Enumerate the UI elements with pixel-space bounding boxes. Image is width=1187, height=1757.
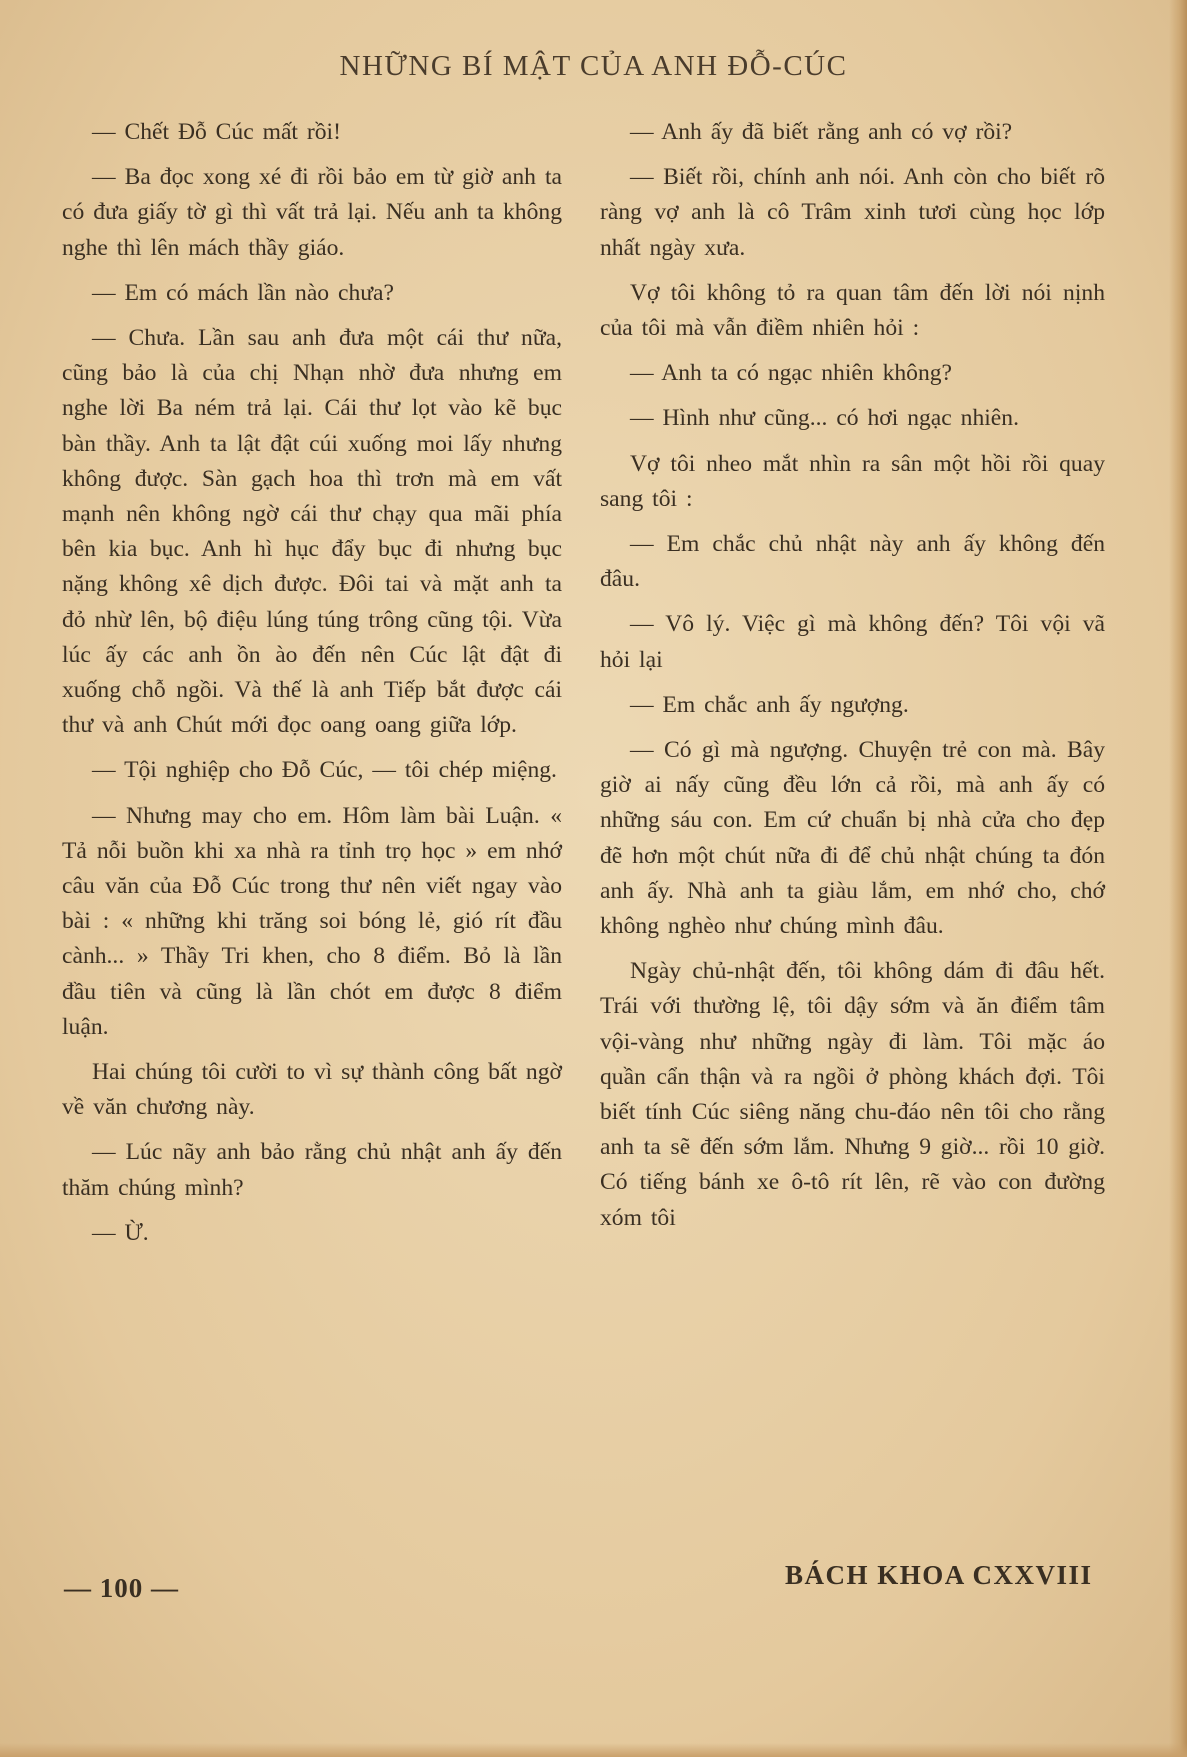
running-title: NHỮNG BÍ MẬT CỦA ANH ĐỖ-CÚC <box>339 50 848 82</box>
page-bottom-shadow <box>0 1743 1187 1757</box>
paragraph: — Biết rồi, chính anh nói. Anh còn cho biết rõ ràng vợ anh là cô Trâm xinh tươi cùng học lớp nhất ngày xưa. <box>600 164 1105 261</box>
paragraph: Ngày chủ-nhật đến, tôi không dám đi đâu hết. Trái với thường lệ, tôi dậy sớm và ăn điểm tâm vội-vàng như những ngày đi làm. Tôi mặc áo quần cẩn thận và ra ngồi ở phòng khách đợi. Tôi biết tính Cúc siêng năng chu-đáo nên tôi cho rằng anh ta sẽ đến sớm lắm. Nhưng 9 giờ... rồi 10 giờ. Có tiếng bánh xe ô-tô rít lên, rẽ vào con đường xóm tôi <box>600 958 1105 1231</box>
paragraph: — Vô lý. Việc gì mà không đến? Tôi vội vã hỏi lại <box>600 611 1105 673</box>
paragraph: — Chưa. Lần sau anh đưa một cái thư nữa, cũng bảo là của chị Nhạn nhờ đưa nhưng em nghe lời Ba ném trả lại. Cái thư lọt vào kẽ bục bàn thầy. Anh ta lật đật cúi xuống moi lấy nhưng không được. Sàn gạch hoa thì trơn mà em vất mạnh nên không ngờ cái thư chạy qua mãi phía bên kia bục. Anh hì hục đẩy bục đi nhưng bục nặng không xê dịch được. Đôi tai và mặt anh ta đỏ nhừ lên, bộ điệu lúng túng trông cũng tội. Vừa lúc ấy các anh ồn ào đến nên Cúc lật đật đi xuống chỗ ngồi. Và thế là anh Tiếp bắt được cái thư và anh Chút mới đọc oang oang giữa lớp. <box>62 325 562 739</box>
paragraph: — Chết Đỗ Cúc mất rồi! <box>92 119 341 145</box>
paragraph: — Lúc nãy anh bảo rằng chủ nhật anh ấy đến thăm chúng mình? <box>62 1139 562 1201</box>
paragraph: — Anh ấy đã biết rằng anh có vợ rồi? <box>630 119 1013 145</box>
paragraph: — Em có mách lần nào chưa? <box>92 279 395 306</box>
paragraph: Vợ tôi không tỏ ra quan tâm đến lời nói nịnh của tôi mà vẫn điềm nhiên hỏi : <box>600 279 1105 342</box>
paragraph: — Ba đọc xong xé đi rồi bảo em từ giờ anh ta có đưa giấy tờ gì thì vất trả lại. Nếu anh ta không nghe thì lên mách thầy giáo. <box>62 164 562 261</box>
paragraph: Vợ tôi nheo mắt nhìn ra sân một hồi rồi quay sang tôi : <box>600 450 1105 512</box>
paragraph: — Nhưng may cho em. Hôm làm bài Luận. « Tả nỗi buồn khi xa nhà ra tỉnh trọ học » em nhớ câu văn của Đỗ Cúc trong thư nên viết ngay vào bài : « những khi trăng soi bóng lẻ, gió rít đầu cành... » Thầy Tri khen, cho 8 điểm. Bỏ là lần đầu tiên và cũng là lần chót em được 8 điểm luận. <box>62 802 562 1040</box>
paragraph: — Em chắc anh ấy ngượng. <box>630 691 909 718</box>
page-number: — 100 — <box>64 1573 179 1603</box>
page-edge-shadow <box>1169 0 1187 1757</box>
paragraph: — Có gì mà ngượng. Chuyện trẻ con mà. Bây giờ ai nấy cũng đều lớn cả rồi, mà anh ấy có những sáu con. Em cứ chuẩn bị nhà cửa cho đẹp đẽ hơn một chút nữa đi để chủ nhật chúng ta đón anh ấy. Nhà anh ta giàu lắm, em nhớ cho, chớ không nghèo như chúng mình đâu. <box>600 737 1105 940</box>
paragraph: — Em chắc chủ nhật này anh ấy không đến đâu. <box>600 531 1105 593</box>
right-column <box>600 115 1105 1246</box>
paragraph: — Hình như cũng... có hơi ngạc nhiên. <box>630 405 1019 432</box>
left-column <box>62 115 562 1261</box>
paragraph: — Anh ta có ngạc nhiên không? <box>630 360 953 387</box>
paragraph: Hai chúng tôi cười to vì sự thành công bất ngờ về văn chương này. <box>62 1059 562 1121</box>
paragraph: — Tội nghiệp cho Đỗ Cúc, — tôi chép miệng. <box>92 757 557 784</box>
paragraph: — Ừ. <box>92 1219 149 1246</box>
journal-footer: BÁCH KHOA CXXVIII <box>785 1560 1093 1590</box>
